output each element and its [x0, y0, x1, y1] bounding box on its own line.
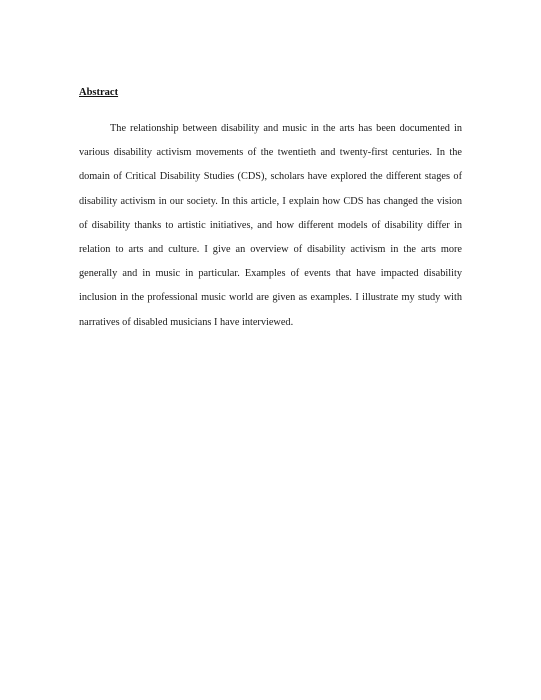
abstract-paragraph: The relationship between disability and music in the arts has been documented in various disability activism movements of the twentieth and twenty-first centuries. In the domain of Critical Disability Studies (CDS), scholars have explored the different stages of disability activism in our society. In this article, I explain how CDS has changed the vision of disability thanks to artistic initiatives, and how different models of disability differ in relation to arts and culture. I give an overview of disability activism in the arts more generally and in music in particular. Examples of events that have impacted disability inclusion in the professional music world are given as examples. I illustrate my study with narratives of disabled musicians I have interviewed. [79, 123, 462, 328]
abstract-heading: Abstract [79, 87, 119, 98]
